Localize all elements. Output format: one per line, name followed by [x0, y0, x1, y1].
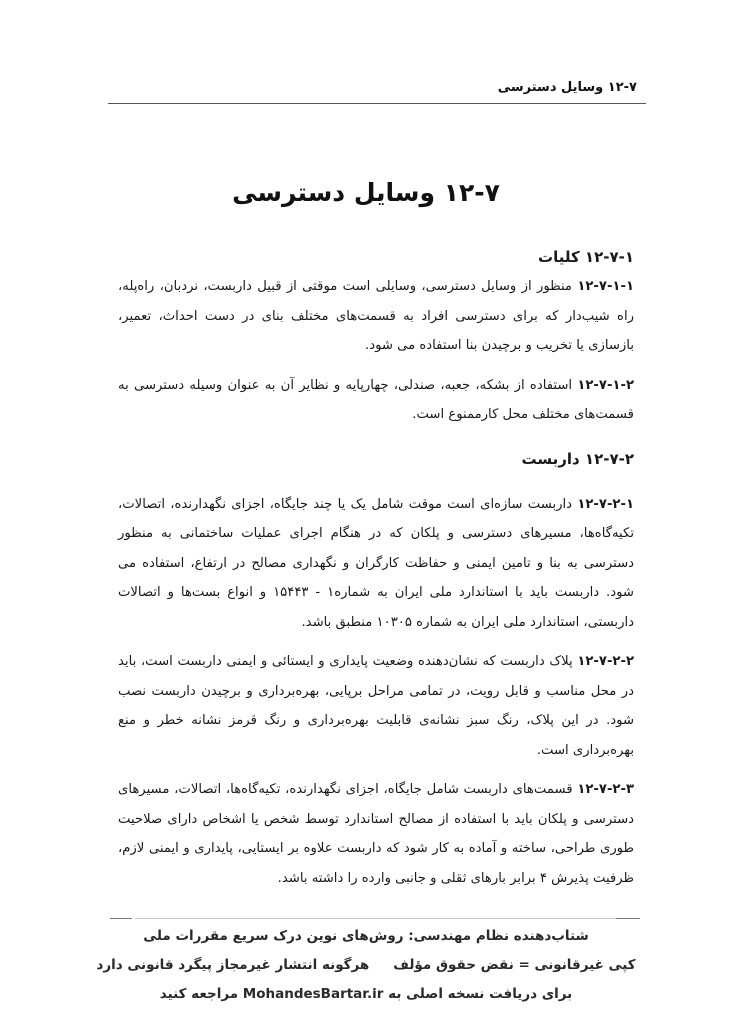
watermark-text: برای دریافت نسخه اصلی به — [388, 986, 573, 1002]
footer-rule-left — [110, 918, 132, 919]
paragraph — [118, 490, 634, 638]
clause-text: قسمت‌های داربست شامل جایگاه، اجزای نگهدارنده، تکیه‌گاه‌ها، اتصالات، مسیرهای دسترسی و پلکان باید با استفاده از مصالح استاندارد توسط شخص یا اشخاص دارای صلاحیت طوری طراحی، ساخته و آماده به کار شود که داربست علاوه بر ایستایی، پایداری و ایمنی لازم، ظرفیت پذیرش ۴ برابر بارهای ثقلی و جانبی وارده را داشته باشد. — [118, 782, 634, 886]
clause-text: پلاک داربست که نشان‌دهنده وضعیت پایداری و ایستائی و ایمنی داربست است، باید در محل مناسب و قابل رویت، در تمامی مراحل برپایی، بهره‌برداری و برچیدن داربست نصب شود. در این پلاک، رنگ سبز نشانه‌ی قابلیت بهره‌برداری و رنگ قرمز نشانه خطر و منع بهره‌برداری است. — [118, 654, 634, 758]
clause-number: ۱۲-۷-۱-۱ — [577, 279, 634, 294]
header-rule — [108, 103, 646, 104]
paragraph — [118, 272, 634, 361]
watermark — [0, 922, 732, 1009]
clause-number: ۱۲-۷-۲-۱ — [577, 496, 634, 512]
watermark-text: مراجعه کنید — [159, 986, 239, 1002]
clause-number: ۱۲-۷-۱-۲ — [577, 377, 634, 393]
paragraph — [118, 775, 634, 893]
watermark-line-1: شتاب‌دهنده نظام مهندسی: روش‌های نوین درک سریع مقررات ملی — [143, 928, 589, 944]
watermark-legal: هرگونه انتشار غیرمجاز پیگرد قانونی دارد — [96, 957, 370, 973]
clause-text: استفاده از بشکه، جعبه، صندلی، چهارپایه و نظایر آن به عنوان وسیله دسترسی به قسمت‌های مختلف محل کارممنوع است. — [118, 377, 634, 422]
running-header: ۱۲-۷ وسایل دسترسی — [497, 80, 637, 95]
watermark-copyright: کپی غیرقانونی = نقض حقوق مؤلف — [393, 957, 636, 973]
clause-number: ۱۲-۷-۲-۳ — [577, 782, 634, 797]
section-heading: ۱۲-۷-۱ کلیات — [538, 248, 634, 266]
clause-number: ۱۲-۷-۲-۲ — [577, 654, 634, 669]
paragraph — [118, 371, 634, 430]
clause-text: داربست سازه‌ای است موقت شامل یک یا چند جایگاه، اجزای نگهدارنده، اتصالات، تکیه‌گاه‌ها، مسیرهای دسترسی و پلکان که در هنگام اجرای عملیات ساختمانی به منظور دسترسی به بنا و تامین ایمنی و حفاظت کارگران و نگهداری مصالح در ارتفاع، استفاده می شود. داربست باید با استاندارد ملی ایران به شماره۱ - ۱۵۴۴۳ و انواع بست‌ها و اتصالات داربستی، استاندارد ملی ایران به شماره ۱۰۳۰۵ منطبق باشد. — [118, 496, 634, 630]
watermark-line-2 — [0, 951, 732, 980]
page-body — [118, 244, 634, 903]
watermark-line-3 — [0, 980, 732, 1009]
brand-link: MohandesBartar.ir — [242, 986, 384, 1002]
chapter-title: ۱۲-۷ وسایل دسترسی — [232, 178, 500, 207]
clause-text: منظور از وسایل دسترسی، وسایلی است موقتی از قبیل داربست، نردبان، راه‌پله، راه شیب‌دار که برای دسترسی افراد به قسمت‌های مختلف بنای در دست احداث، تعمیر، بازسازی یا تخریب و برچیدن بنا استفاده می شود. — [118, 279, 634, 353]
footer-rule — [135, 918, 640, 919]
paragraph — [118, 647, 634, 765]
section-heading: ۱۲-۷-۲ داربست — [521, 449, 634, 468]
footer-rule-right — [616, 918, 640, 919]
